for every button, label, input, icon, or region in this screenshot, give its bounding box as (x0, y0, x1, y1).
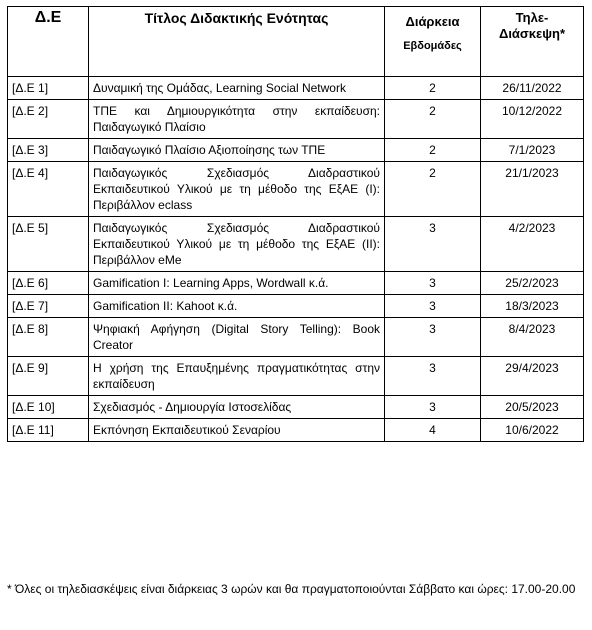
table-row (8, 162, 584, 217)
footnote: * Όλες οι τηλεδιασκέψεις είναι διάρκειας 3 ωρών και θα πραγματοποιούνται Σάββατο και ώρες: 17.00-20.00 (7, 582, 576, 596)
header-teleconference (481, 7, 584, 77)
header-duration (385, 7, 481, 77)
unit-weeks: 3 (385, 318, 481, 357)
unit-title: Gamification I: Learning Apps, Wordwall κ.ά. (89, 272, 385, 295)
unit-title: Παιδαγωγικός Σχεδιασμός Διαδραστικού Εκπαιδευτικού Υλικού με τη μέθοδο της ΕξΑΕ (ΙΙ): Περιβάλλον eMe (89, 217, 385, 272)
unit-weeks: 3 (385, 217, 481, 272)
unit-code: [Δ.Ε 6] (8, 272, 89, 295)
unit-code: [Δ.Ε 9] (8, 357, 89, 396)
header-duration-label: Διάρκεια (405, 14, 460, 29)
header-row (8, 7, 584, 77)
unit-title: Ψηφιακή Αφήγηση (Digital Story Telling): Book Creator (89, 318, 385, 357)
unit-date: 21/1/2023 (481, 162, 584, 217)
header-duration-unit: Εβδομάδες (403, 40, 462, 52)
table-row (8, 217, 584, 272)
unit-date: 20/5/2023 (481, 396, 584, 419)
unit-title: Παιδαγωγικός Σχεδιασμός Διαδραστικού Εκπαιδευτικού Υλικού με τη μέθοδο της ΕξΑΕ (Ι): Περιβάλλον eclass (89, 162, 385, 217)
unit-weeks: 2 (385, 77, 481, 100)
table-row (8, 419, 584, 442)
unit-weeks: 3 (385, 272, 481, 295)
table-row (8, 272, 584, 295)
header-tele-line1: Τηλε- (515, 10, 549, 25)
unit-weeks: 3 (385, 396, 481, 419)
unit-title: Σχεδιασμός - Δημιουργία Ιστοσελίδας (89, 396, 385, 419)
unit-date: 7/1/2023 (481, 139, 584, 162)
table-row (8, 318, 584, 357)
unit-date: 8/4/2023 (481, 318, 584, 357)
unit-weeks: 3 (385, 357, 481, 396)
unit-code: [Δ.Ε 7] (8, 295, 89, 318)
unit-date: 10/6/2022 (481, 419, 584, 442)
unit-title: Η χρήση της Επαυξημένης πραγματικότητας στην εκπαίδευση (89, 357, 385, 396)
table-row (8, 357, 584, 396)
unit-weeks: 2 (385, 100, 481, 139)
unit-date: 29/4/2023 (481, 357, 584, 396)
table-row (8, 295, 584, 318)
table-row (8, 77, 584, 100)
unit-code: [Δ.Ε 5] (8, 217, 89, 272)
table-body (8, 77, 584, 442)
unit-date: 26/11/2022 (481, 77, 584, 100)
unit-date: 25/2/2023 (481, 272, 584, 295)
unit-date: 18/3/2023 (481, 295, 584, 318)
unit-date: 4/2/2023 (481, 217, 584, 272)
unit-weeks: 2 (385, 139, 481, 162)
unit-code: [Δ.Ε 8] (8, 318, 89, 357)
unit-title: Εκπόνηση Εκπαιδευτικού Σεναρίου (89, 419, 385, 442)
table-row (8, 139, 584, 162)
unit-code: [Δ.Ε 2] (8, 100, 89, 139)
table-header (8, 7, 584, 77)
table-row (8, 100, 584, 139)
unit-title: Δυναμική της Ομάδας, Learning Social Network (89, 77, 385, 100)
header-title: Τίτλος Διδακτικής Ενότητας (89, 7, 385, 77)
unit-code: [Δ.Ε 11] (8, 419, 89, 442)
course-units-table (7, 6, 584, 442)
unit-title: Παιδαγωγικό Πλαίσιο Αξιοποίησης των ΤΠΕ (89, 139, 385, 162)
unit-title: Gamification II: Kahoot κ.ά. (89, 295, 385, 318)
unit-weeks: 3 (385, 295, 481, 318)
unit-code: [Δ.Ε 4] (8, 162, 89, 217)
unit-code: [Δ.Ε 3] (8, 139, 89, 162)
unit-date: 10/12/2022 (481, 100, 584, 139)
unit-title: ΤΠΕ και Δημιουργικότητα στην εκπαίδευση: Παιδαγωγικό Πλαίσιο (89, 100, 385, 139)
table-row (8, 396, 584, 419)
unit-weeks: 4 (385, 419, 481, 442)
header-tele-line2: Διάσκεψη* (498, 26, 566, 41)
unit-weeks: 2 (385, 162, 481, 217)
unit-code: [Δ.Ε 1] (8, 77, 89, 100)
unit-code: [Δ.Ε 10] (8, 396, 89, 419)
header-code: Δ.Ε (8, 7, 89, 77)
